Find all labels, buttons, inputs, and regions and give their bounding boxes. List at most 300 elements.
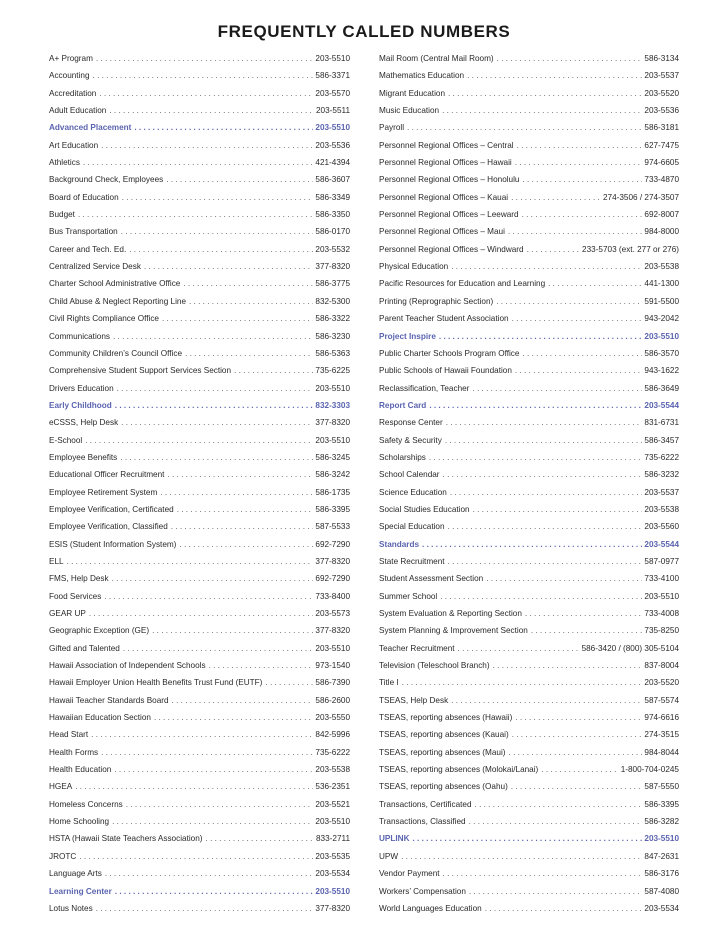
dot-leader: [166, 171, 313, 188]
entry-phone-number: 203-5537: [644, 487, 679, 497]
entry-name: Learning Center: [49, 886, 112, 896]
dot-leader: [209, 657, 314, 674]
directory-entry: [49, 761, 350, 778]
directory-entry: [379, 518, 679, 535]
entry-phone-number: 203-5536: [315, 140, 350, 150]
entry-phone-number: 233-5703 (ext. 277 or 276): [582, 244, 679, 254]
entry-name: Centralized Service Desk: [49, 262, 141, 272]
entry-phone-number: 203-5510: [315, 435, 350, 445]
dot-leader: [179, 536, 313, 553]
dot-leader: [472, 380, 642, 397]
directory-entry: [49, 258, 350, 275]
entry-phone-number: 203-5534: [644, 903, 679, 913]
entry-phone-number: 203-5520: [644, 88, 679, 98]
entry-name: Hawaii Teacher Standards Board: [49, 695, 169, 705]
entry-phone-number: 586-3242: [315, 470, 350, 480]
dot-leader: [493, 657, 643, 674]
entry-phone-number: 973-1540: [315, 661, 350, 671]
directory-entry: [379, 813, 679, 830]
dot-leader: [402, 674, 643, 691]
dot-leader: [172, 692, 314, 709]
directory-entry: [49, 275, 350, 292]
directory-entry: [49, 518, 350, 535]
dot-leader: [122, 189, 314, 206]
entry-phone-number: 833-2711: [316, 834, 350, 844]
dot-leader: [525, 605, 642, 622]
entry-name: Personnel Regional Offices – Hawaii: [379, 158, 512, 168]
dot-leader: [93, 67, 314, 84]
entry-name: Drivers Education: [49, 383, 114, 393]
directory-entry: [49, 709, 350, 726]
entry-name: Comprehensive Student Support Services Section: [49, 366, 232, 376]
entry-name: World Languages Education: [379, 903, 482, 913]
entry-name: School Calendar: [379, 470, 440, 480]
directory-entry: [49, 171, 350, 188]
entry-name: Accounting: [49, 71, 90, 81]
entry-phone-number: 1-800-704-0245: [620, 765, 679, 775]
directory-column-right: [379, 50, 679, 917]
entry-name: Budget: [49, 210, 75, 220]
dot-leader: [185, 345, 313, 362]
dot-leader: [78, 206, 313, 223]
entry-phone-number: 733-4870: [644, 175, 679, 185]
entry-phone-number: 587-5533: [315, 522, 350, 532]
entry-name: System Planning & Improvement Section: [379, 626, 528, 636]
dot-leader: [442, 102, 642, 119]
directory-entry: [49, 622, 350, 639]
directory-entry: [49, 553, 350, 570]
directory-entry: [379, 883, 679, 900]
dot-leader: [458, 640, 580, 657]
dot-leader: [115, 397, 314, 414]
directory-entry: [49, 466, 350, 483]
dot-leader: [114, 761, 313, 778]
entry-phone-number: 587-5550: [644, 782, 679, 792]
entry-phone-number: 536-2351: [315, 782, 350, 792]
dot-leader: [451, 692, 642, 709]
directory-entry: [49, 154, 350, 171]
dot-leader: [446, 414, 643, 431]
dot-leader: [512, 310, 643, 327]
entry-name: TSEAS, reporting absences (Molokai/Lanai): [379, 765, 539, 775]
entry-name: Vendor Payment: [379, 869, 440, 879]
entry-name: Personnel Regional Offices – Kauai: [379, 192, 509, 202]
entry-name: TSEAS, Help Desk: [379, 695, 449, 705]
entry-phone-number: 203-5510: [644, 834, 679, 844]
entry-phone-number: 203-5521: [315, 799, 350, 809]
directory-entry: [379, 640, 679, 657]
directory-entry: [379, 744, 679, 761]
entry-phone-number: 203-5536: [644, 106, 679, 116]
entry-phone-number: 832-3303: [315, 400, 350, 410]
entry-name: Employee Verification, Classified: [49, 522, 168, 532]
entry-phone-number: 586-3350: [315, 210, 350, 220]
entry-phone-number: 587-5574: [644, 695, 679, 705]
entry-phone-number: 203-5537: [644, 71, 679, 81]
entry-name: Food Services: [49, 591, 102, 601]
entry-name: Response Center: [379, 418, 443, 428]
entry-name: E-School: [49, 435, 83, 445]
entry-name: Gifted and Talented: [49, 643, 120, 653]
entry-name: Head Start: [49, 730, 89, 740]
directory-entry: [49, 692, 350, 709]
directory-entry: [49, 241, 350, 258]
entry-name: A+ Program: [49, 54, 93, 63]
dot-leader: [448, 85, 642, 102]
directory-entry: [379, 275, 679, 292]
entry-phone-number: 586-3371: [315, 71, 350, 81]
directory-entry: [379, 553, 679, 570]
directory-entry: [379, 293, 679, 310]
entry-phone-number: 274-3506 / 274-3507: [602, 192, 679, 202]
dot-leader: [89, 605, 314, 622]
dot-leader: [134, 119, 313, 136]
directory-entry: [379, 484, 679, 501]
dot-leader: [121, 414, 313, 431]
directory-entry: [379, 362, 679, 379]
entry-name: Personnel Regional Offices – Maui: [379, 227, 505, 237]
dot-leader: [189, 293, 313, 310]
directory-entry: [379, 709, 679, 726]
dot-leader: [265, 674, 313, 691]
entry-name: Bus Transportation: [49, 227, 118, 237]
entry-name: Printing (Reprographic Section): [379, 296, 494, 306]
entry-name: Transactions, Classified: [379, 817, 466, 827]
entry-name: Report Card: [379, 400, 427, 410]
entry-phone-number: 203-5510: [315, 383, 350, 393]
entry-phone-number: 974-6605: [644, 158, 679, 168]
dot-leader: [105, 865, 314, 882]
entry-phone-number: 586-7390: [315, 678, 350, 688]
entry-phone-number: 586-3395: [644, 799, 679, 809]
entry-phone-number: 984-8000: [644, 227, 679, 237]
dot-leader: [522, 345, 642, 362]
entry-name: Educational Officer Recruitment: [49, 470, 165, 480]
directory-entry: [379, 449, 679, 466]
directory-entry: [49, 102, 350, 119]
entry-name: TSEAS, reporting absences (Hawaii): [379, 713, 513, 723]
directory-entry: [49, 778, 350, 795]
entry-name: Employee Benefits: [49, 452, 118, 462]
entry-phone-number: 587-4080: [644, 886, 679, 896]
dot-leader: [440, 588, 642, 605]
entry-phone-number: 733-4100: [644, 574, 679, 584]
entry-phone-number: 974-6616: [644, 713, 679, 723]
directory-entry: [49, 67, 350, 84]
dot-leader: [517, 137, 643, 154]
entry-phone-number: 943-2042: [644, 314, 679, 324]
directory-entry: [49, 813, 350, 830]
entry-phone-number: 274-3515: [644, 730, 679, 740]
dot-leader: [121, 223, 314, 240]
directory-entry: [379, 328, 679, 345]
directory-entry: [49, 414, 350, 431]
dot-leader: [522, 206, 643, 223]
entry-name: ELL: [49, 556, 64, 566]
dot-leader: [429, 449, 643, 466]
entry-phone-number: 586-5363: [315, 348, 350, 358]
entry-phone-number: 586-3349: [315, 192, 350, 202]
entry-name: Employee Verification, Certificated: [49, 504, 174, 514]
entry-name: Public Schools of Hawaii Foundation: [379, 366, 512, 376]
entry-name: Civil Rights Compliance Office: [49, 314, 159, 324]
dot-leader: [412, 830, 642, 847]
directory-entry: [379, 137, 679, 154]
entry-phone-number: 586-3395: [315, 504, 350, 514]
dot-leader: [448, 553, 643, 570]
directory-entry: [379, 414, 679, 431]
entry-phone-number: 586-3322: [315, 314, 350, 324]
entry-phone-number: 203-5544: [644, 539, 679, 549]
directory-entry: [49, 397, 350, 414]
entry-name: UPW: [379, 851, 399, 861]
entry-phone-number: 441-1300: [644, 279, 679, 289]
entry-name: Accreditation: [49, 88, 97, 98]
entry-phone-number: 586-0170: [315, 227, 350, 237]
directory-column-left: [49, 50, 350, 917]
dot-leader: [508, 223, 642, 240]
entry-name: HGEA: [49, 782, 73, 792]
entry-phone-number: 832-5300: [315, 296, 350, 306]
entry-phone-number: 203-5560: [644, 522, 679, 532]
dot-leader: [123, 640, 314, 657]
dot-leader: [162, 310, 313, 327]
entry-name: System Evaluation & Reporting Section: [379, 609, 522, 618]
entry-phone-number: 203-5520: [644, 678, 679, 688]
entry-name: Parent Teacher Student Association: [379, 314, 509, 324]
directory-entry: [49, 605, 350, 622]
entry-name: UPLINK: [379, 834, 410, 844]
directory-entry: [379, 241, 679, 258]
entry-name: Project Inspire: [379, 331, 436, 341]
entry-phone-number: 203-5511: [316, 106, 350, 116]
dot-leader: [117, 380, 314, 397]
entry-phone-number: 586-3230: [315, 331, 350, 341]
entry-phone-number: 847-2631: [644, 851, 679, 861]
entry-phone-number: 735-6225: [315, 366, 350, 376]
dot-leader: [120, 449, 313, 466]
dot-leader: [109, 102, 314, 119]
directory-entry: [379, 189, 679, 206]
entry-name: TSEAS, reporting absences (Maui): [379, 747, 506, 757]
entry-phone-number: 831-6731: [644, 418, 679, 428]
dot-leader: [515, 154, 643, 171]
entry-phone-number: 203-5534: [315, 869, 350, 879]
entry-name: Standards: [379, 539, 420, 549]
dot-leader: [486, 570, 642, 587]
entry-phone-number: 586-3649: [644, 383, 679, 393]
directory-entry: [49, 848, 350, 865]
directory-entry: [379, 258, 679, 275]
entry-name: Employee Retirement System: [49, 487, 158, 497]
dot-leader: [512, 726, 643, 743]
dot-leader: [67, 553, 314, 570]
dot-leader: [99, 85, 313, 102]
entry-name: Special Education: [379, 522, 445, 532]
entry-name: Mathematics Education: [379, 71, 465, 81]
entry-phone-number: 735-8250: [644, 626, 679, 636]
entry-phone-number: 586-3420 / (800) 305-5104: [581, 643, 679, 653]
directory-entry: [49, 380, 350, 397]
directory-entry: [379, 119, 679, 136]
entry-name: Personnel Regional Offices – Central: [379, 140, 514, 150]
entry-phone-number: 842-5996: [315, 730, 350, 740]
directory-entry: [379, 778, 679, 795]
entry-phone-number: 203-5510: [315, 123, 350, 133]
entry-phone-number: 377-8320: [315, 262, 350, 272]
dot-leader: [160, 484, 313, 501]
entry-phone-number: 203-5510: [644, 331, 679, 341]
directory-entry: [49, 830, 350, 847]
entry-name: Payroll: [379, 123, 405, 133]
entry-name: Science Education: [379, 487, 447, 497]
entry-phone-number: 377-8320: [315, 626, 350, 636]
entry-phone-number: 984-8044: [644, 747, 679, 757]
dot-leader: [469, 813, 643, 830]
directory-entry: [49, 362, 350, 379]
entry-name: TSEAS, reporting absences (Oahu): [379, 782, 508, 792]
entry-phone-number: 203-5510: [315, 54, 350, 63]
directory-entry: [49, 865, 350, 882]
page-title: FREQUENTLY CALLED NUMBERS: [217, 22, 511, 41]
entry-phone-number: 586-3457: [644, 435, 679, 445]
dot-leader: [515, 362, 642, 379]
entry-name: TSEAS, reporting absences (Kauai): [379, 730, 509, 740]
entry-phone-number: 733-8400: [315, 591, 350, 601]
entry-name: Physical Education: [379, 262, 449, 272]
entry-phone-number: 203-5570: [315, 88, 350, 98]
dot-leader: [234, 362, 313, 379]
dot-leader: [523, 171, 643, 188]
directory-entry: [379, 900, 679, 917]
dot-leader: [183, 275, 313, 292]
entry-name: Adult Education: [49, 106, 107, 116]
dot-leader: [473, 501, 643, 518]
entry-phone-number: 203-5544: [644, 400, 679, 410]
directory-entry: [379, 865, 679, 882]
entry-phone-number: 735-6222: [644, 452, 679, 462]
dot-leader: [112, 813, 313, 830]
entry-name: Athletics: [49, 158, 80, 168]
entry-phone-number: 586-2600: [315, 695, 350, 705]
directory-entry: [379, 570, 679, 587]
dot-leader: [85, 432, 313, 449]
dot-leader: [445, 432, 643, 449]
dot-leader: [469, 883, 642, 900]
dot-leader: [144, 258, 313, 275]
dot-leader: [451, 258, 642, 275]
entry-name: Home Schooling: [49, 817, 110, 827]
directory-entry: [379, 67, 679, 84]
dot-leader: [496, 293, 642, 310]
dot-leader: [112, 570, 314, 587]
entry-phone-number: 203-5510: [315, 643, 350, 653]
entry-phone-number: 591-5500: [644, 296, 679, 306]
dot-leader: [439, 328, 643, 345]
entry-name: Hawaii Employer Union Health Benefits Trust Fund (EUTF): [49, 678, 263, 688]
directory-entry: [379, 102, 679, 119]
entry-name: Charter School Administrative Office: [49, 279, 181, 289]
dot-leader: [177, 501, 314, 518]
entry-name: Art Education: [49, 140, 99, 150]
directory-entry: [49, 484, 350, 501]
directory-entry: [49, 726, 350, 743]
dot-leader: [511, 189, 601, 206]
entry-name: Transactions, Certificated: [379, 799, 472, 809]
entry-phone-number: 203-5538: [315, 765, 350, 775]
entry-name: Student Assessment Section: [379, 574, 484, 584]
dot-leader: [152, 622, 313, 639]
dot-leader: [104, 588, 313, 605]
entry-phone-number: 692-7290: [315, 539, 350, 549]
dot-leader: [206, 830, 314, 847]
directory-entry: [379, 397, 679, 414]
entry-name: State Recruitment: [379, 556, 445, 566]
entry-phone-number: 421-4394: [315, 158, 350, 168]
entry-phone-number: 627-7475: [644, 140, 679, 150]
entry-phone-number: 203-5510: [315, 817, 350, 827]
entry-name: GEAR UP: [49, 609, 86, 618]
directory-entry: [379, 380, 679, 397]
entry-phone-number: 586-3176: [644, 869, 679, 879]
directory-entry: [49, 588, 350, 605]
entry-phone-number: 587-0977: [644, 556, 679, 566]
entry-name: Background Check, Employees: [49, 175, 164, 185]
directory-entry: [379, 830, 679, 847]
directory-entry: [379, 310, 679, 327]
dot-leader: [443, 466, 643, 483]
directory-entry: [379, 50, 679, 67]
entry-phone-number: 733-4008: [644, 609, 679, 618]
entry-name: Mail Room (Central Mail Room): [379, 54, 494, 63]
entry-name: Homeless Concerns: [49, 799, 123, 809]
directory-entry: [49, 657, 350, 674]
directory-entry: [49, 432, 350, 449]
entry-name: Child Abuse & Neglect Reporting Line: [49, 296, 186, 306]
entry-name: Reclassification, Teacher: [379, 383, 470, 393]
dot-leader: [407, 119, 642, 136]
directory-entry: [49, 536, 350, 553]
entry-phone-number: 203-5538: [644, 262, 679, 272]
dot-leader: [527, 241, 580, 258]
entry-phone-number: 203-5510: [315, 886, 350, 896]
entry-name: Migrant Education: [379, 88, 445, 98]
entry-name: ESIS (Student Information System): [49, 539, 177, 549]
entry-name: JROTC: [49, 851, 77, 861]
entry-name: Hawaiian Education Section: [49, 713, 151, 723]
dot-leader: [129, 241, 313, 258]
entry-name: Social Studies Education: [379, 504, 470, 514]
directory-entry: [379, 154, 679, 171]
dot-leader: [167, 466, 313, 483]
directory-entry: [379, 536, 679, 553]
directory-entry: [379, 674, 679, 691]
entry-name: Personnel Regional Offices – Windward: [379, 244, 524, 254]
entry-phone-number: 586-3245: [315, 452, 350, 462]
directory-entry: [49, 796, 350, 813]
dot-leader: [429, 397, 642, 414]
directory-entry: [379, 796, 679, 813]
dot-leader: [101, 744, 313, 761]
dot-leader: [485, 900, 643, 917]
entry-name: Personnel Regional Offices – Leeward: [379, 210, 519, 220]
directory-entry: [49, 674, 350, 691]
entry-phone-number: 203-5573: [315, 609, 350, 618]
directory-entry: [379, 171, 679, 188]
entry-name: Pacific Resources for Education and Learning: [379, 279, 546, 289]
directory-entry: [49, 501, 350, 518]
directory-entry: [49, 570, 350, 587]
